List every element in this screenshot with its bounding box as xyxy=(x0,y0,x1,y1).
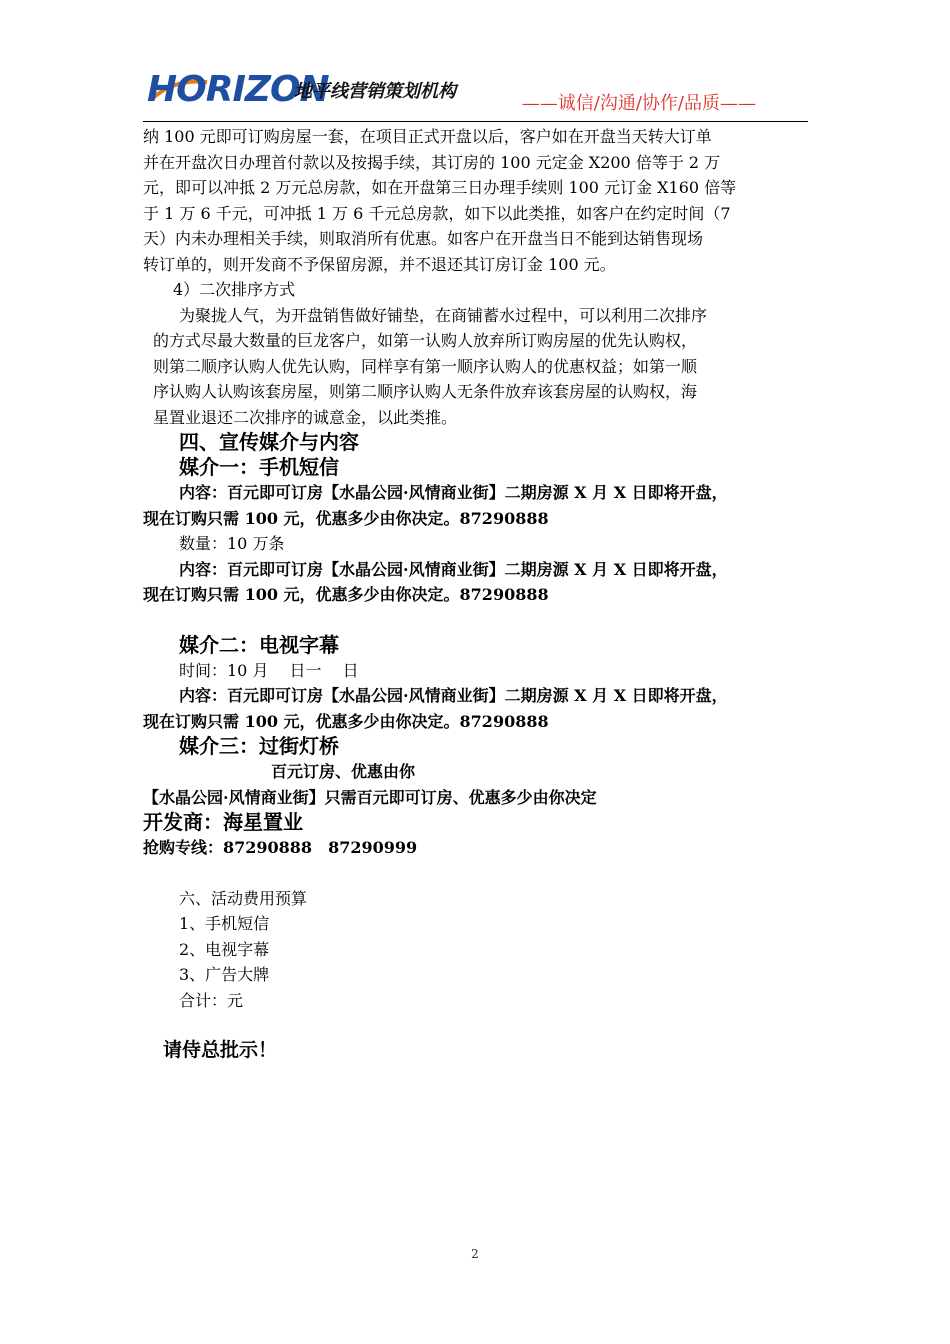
para2-line: 则第二顺序认购人优先认购，同样享有第一顺序认购人的优惠权益；如第一顺 xyxy=(153,356,698,376)
closing-line: 请侍总批示！ xyxy=(163,1039,278,1061)
header-divider xyxy=(143,121,808,122)
logo-company-name: 地平线营销策划机构 xyxy=(294,81,456,102)
media1-content-line: 内容：百元即可订房【水晶公园·风情商业街】二期房源 X 月 X 日即将开盘， xyxy=(179,483,728,502)
budget-total: 合计：元 xyxy=(179,990,244,1010)
budget-heading: 六、活动费用预算 xyxy=(179,888,308,908)
para2-line: 星置业退还二次排序的诚意金，以此类推。 xyxy=(153,407,458,427)
page-number: 2 xyxy=(471,1247,479,1261)
hotline-line: 抢购专线：87290888 87290999 xyxy=(143,838,418,857)
header-slogan: ——诚信/沟通/协作/品质—— xyxy=(521,93,756,114)
blank-line xyxy=(143,1013,808,1038)
para1-line: 转订单的，则开发商不予保留房源，并不退还其订房订金 100 元。 xyxy=(143,254,616,274)
page-header xyxy=(143,66,808,126)
document-body xyxy=(143,124,808,1063)
para1-line: 并在开盘次日办理首付款以及按揭手续，其订房的 100 元定金 X200 倍等于 2 万 xyxy=(143,152,721,172)
media-section-heading: 四、宣传媒介与内容 xyxy=(179,430,359,454)
media1-heading: 媒介一：手机短信 xyxy=(179,455,339,479)
media3-line: 【水晶公园·风情商业街】只需百元即可订房、优惠多少由你决定 xyxy=(143,787,597,807)
media3-line: 百元订房、优惠由你 xyxy=(271,762,416,781)
media2-content-line: 现在订购只需 100 元，优惠多少由你决定。87290888 xyxy=(143,711,549,731)
blank-line xyxy=(143,608,808,633)
logo-wordmark: HORIZON xyxy=(147,69,329,110)
budget-item: 2、电视字幕 xyxy=(179,939,270,959)
media1-content-line: 内容：百元即可订房【水晶公园·风情商业街】二期房源 X 月 X 日即将开盘， xyxy=(179,559,728,579)
media3-heading: 媒介三：过街灯桥 xyxy=(179,734,339,758)
blank-line xyxy=(143,861,808,886)
developer-line: 开发商：海星置业 xyxy=(143,810,303,834)
media2-heading: 媒介二：电视字幕 xyxy=(179,632,339,657)
media1-quantity: 数量：10 万条 xyxy=(179,534,285,553)
budget-item: 1、手机短信 xyxy=(179,914,270,933)
section4-heading: 4）二次排序方式 xyxy=(173,280,296,299)
para2-line: 的方式尽最大数量的巨龙客户，如第一认购人放弃所订购房屋的优先认购权， xyxy=(153,331,698,350)
para1-line: 天）内未办理相关手续，则取消所有优惠。如客户在开盘当日不能到达销售现场 xyxy=(143,229,704,248)
budget-item: 3、广告大牌 xyxy=(179,965,270,984)
para2-line: 为聚拢人气，为开盘销售做好铺垫，在商铺蓄水过程中，可以利用二次排序 xyxy=(179,305,708,325)
para1-line: 纳 100 元即可订购房屋一套，在项目正式开盘以后，客户如在开盘当天转大订单 xyxy=(143,127,712,146)
media1-content-line: 现在订购只需 100 元，优惠多少由你决定。87290888 xyxy=(143,585,549,604)
media2-content-line: 内容：百元即可订房【水晶公园·风情商业街】二期房源 X 月 X 日即将开盘， xyxy=(179,686,728,705)
para2-line: 序认购人认购该套房屋，则第二顺序认购人无条件放弃该套房屋的认购权，海 xyxy=(153,382,698,401)
para1-line: 于 1 万 6 千元，可冲抵 1 万 6 千元总房款，如下以此类推，如客户在约定时间（7 xyxy=(143,203,731,223)
media2-time: 时间：10 月 日一 日 xyxy=(179,660,359,680)
media1-content-line: 现在订购只需 100 元，优惠多少由你决定。87290888 xyxy=(143,508,549,528)
para1-line: 元，即可以冲抵 2 万元总房款，如在开盘第三日办理手续则 100 元订金 X160 倍等 xyxy=(143,178,737,197)
